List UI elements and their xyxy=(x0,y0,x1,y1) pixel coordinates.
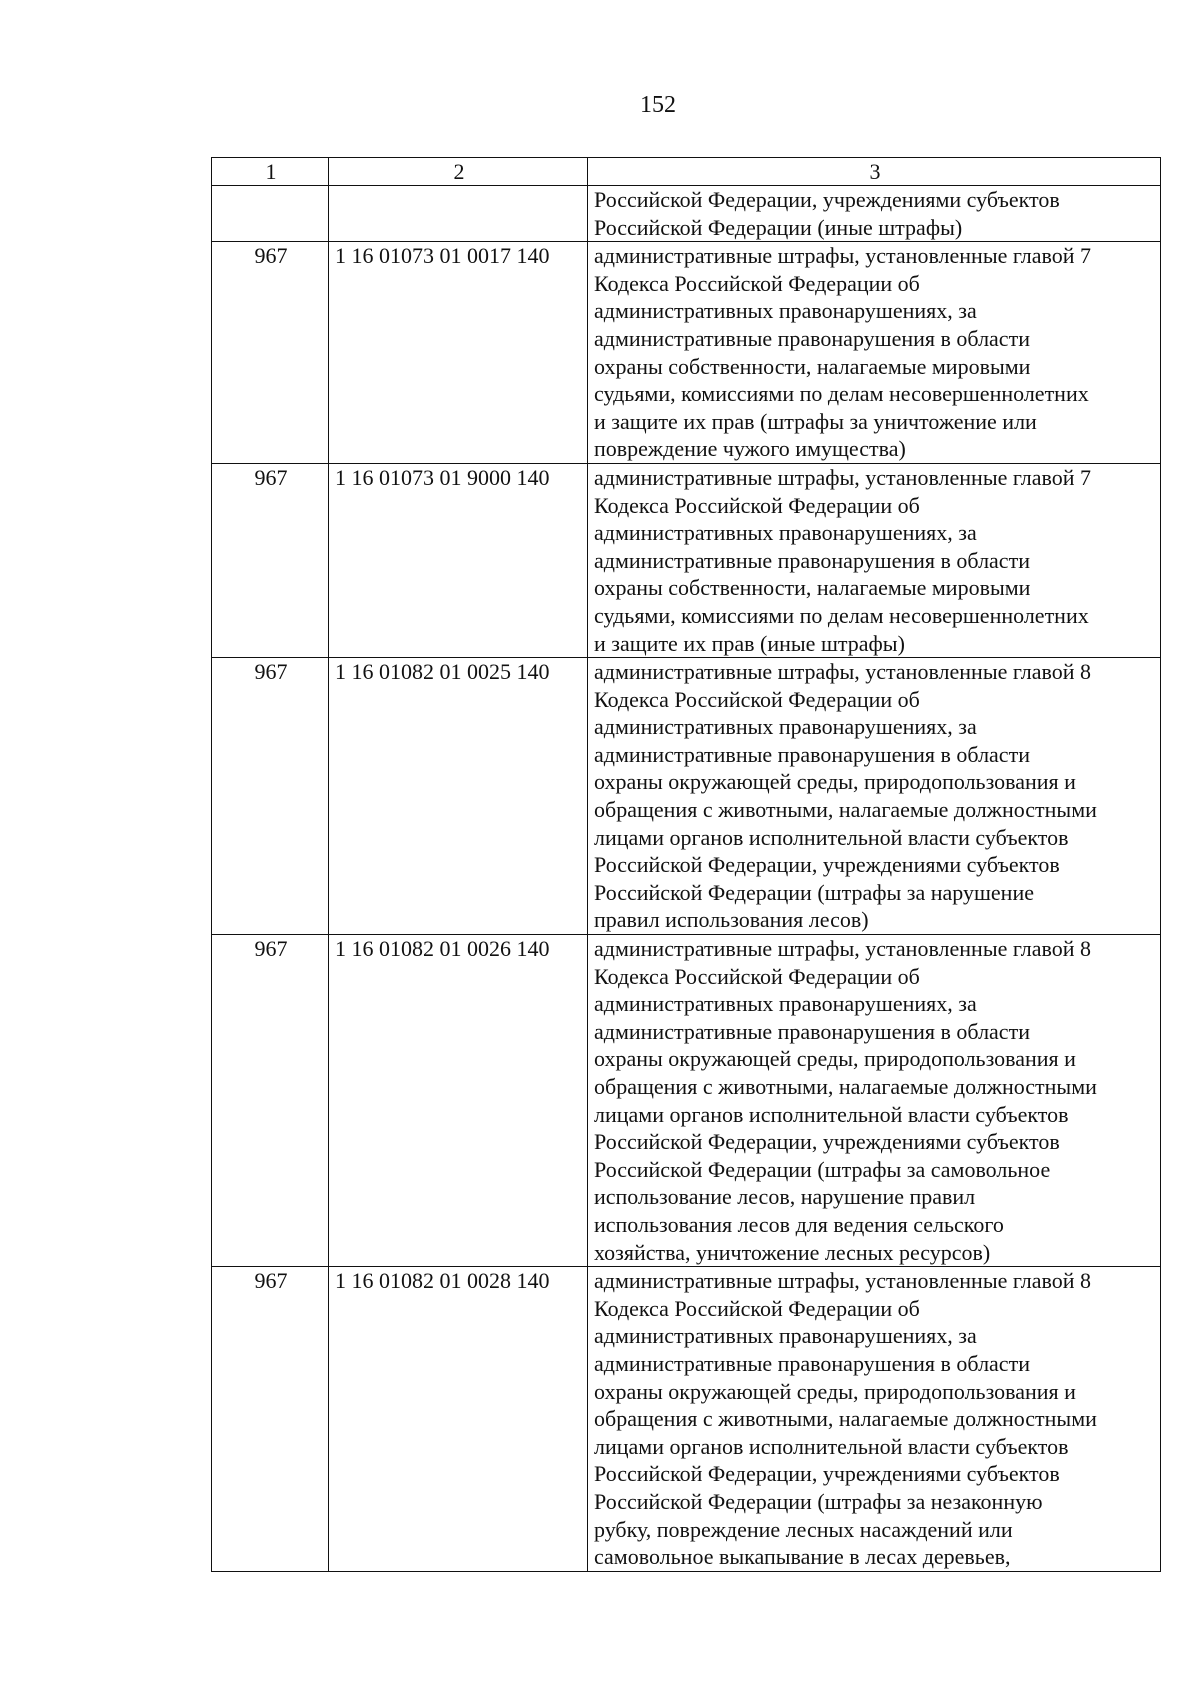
description-line: использования лесов для ведения сельского xyxy=(594,1211,1004,1237)
page-number-text: 152 xyxy=(640,92,676,118)
description-line: административные правонарушения в области xyxy=(594,547,1030,573)
description-line: повреждение чужого имущества) xyxy=(594,436,906,462)
description-line: лицами органов исполнительной власти субъектов xyxy=(594,1433,1069,1459)
description-line: административные штрафы, установленные главой 8 xyxy=(594,936,1092,962)
description-line: охраны собственности, налагаемые мировыми xyxy=(594,353,1031,379)
table-row xyxy=(212,463,1161,657)
description-line: обращения с животными, налагаемые должностными xyxy=(594,1406,1097,1432)
description-line: административные штрафы, установленные главой 7 xyxy=(594,243,1092,269)
header-col-1: 1 xyxy=(212,158,329,186)
description-line: охраны окружающей среды, природопользования и xyxy=(594,1046,1076,1072)
description-line: административных правонарушениях, за xyxy=(594,298,977,324)
description-cell xyxy=(588,186,1161,242)
table-row xyxy=(212,658,1161,935)
description-cell xyxy=(588,658,1161,935)
budget-code-cell: 1 16 01073 01 0017 140 xyxy=(329,242,588,464)
description-line: административные правонарушения в области xyxy=(594,741,1030,767)
header-row xyxy=(212,158,1161,186)
description-line: Российской Федерации, учреждениями субъектов xyxy=(594,1461,1060,1487)
description-line: административных правонарушениях, за xyxy=(594,520,977,546)
description-cell xyxy=(588,935,1161,1267)
description-line: Кодекса Российской Федерации об xyxy=(594,270,920,296)
description-line: обращения с животными, налагаемые должностными xyxy=(594,797,1097,823)
table-row xyxy=(212,1267,1161,1572)
description-line: административные штрафы, установленные главой 7 xyxy=(594,464,1092,490)
budget-code-cell xyxy=(329,186,588,242)
description-line: Российской Федерации (иные штрафы) xyxy=(594,214,963,240)
description-line: охраны окружающей среды, природопользования и xyxy=(594,769,1076,795)
description-line: Российской Федерации, учреждениями субъектов xyxy=(594,852,1060,878)
description-line: судьями, комиссиями по делам несовершеннолетних xyxy=(594,602,1089,628)
description-line: самовольное выкапывание в лесах деревьев, xyxy=(594,1544,1011,1570)
description-line: административных правонарушениях, за xyxy=(594,991,977,1017)
description-cell xyxy=(588,1267,1161,1572)
admin-code-cell: 967 xyxy=(212,658,329,935)
description-cell xyxy=(588,463,1161,657)
header-col-2: 2 xyxy=(329,158,588,186)
header-col-3: 3 xyxy=(588,158,1161,186)
description-line: хозяйства, уничтожение лесных ресурсов) xyxy=(594,1239,991,1265)
description-line: правил использования лесов) xyxy=(594,907,869,933)
description-line: Российской Федерации (штрафы за незаконную xyxy=(594,1488,1043,1514)
description-line: охраны окружающей среды, природопользования и xyxy=(594,1378,1076,1404)
admin-code-cell: 967 xyxy=(212,463,329,657)
description-line: рубку, повреждение лесных насаждений или xyxy=(594,1516,1013,1542)
description-line: Российской Федерации (штрафы за нарушение xyxy=(594,879,1034,905)
table-header xyxy=(212,158,1161,186)
description-line: Кодекса Российской Федерации об xyxy=(594,492,920,518)
description-line: Российской Федерации, учреждениями субъектов xyxy=(594,1129,1060,1155)
description-line: охраны собственности, налагаемые мировыми xyxy=(594,575,1031,601)
description-line: и защите их прав (иные штрафы) xyxy=(594,630,905,656)
description-line: административные штрафы, установленные главой 8 xyxy=(594,1268,1092,1294)
admin-code-cell: 967 xyxy=(212,935,329,1267)
description-line: и защите их прав (штрафы за уничтожение или xyxy=(594,408,1037,434)
description-line: Кодекса Российской Федерации об xyxy=(594,686,920,712)
description-line: административные правонарушения в области xyxy=(594,1018,1030,1044)
budget-code-cell: 1 16 01082 01 0025 140 xyxy=(329,658,588,935)
table-row xyxy=(212,242,1161,464)
description-line: лицами органов исполнительной власти субъектов xyxy=(594,1101,1069,1127)
description-line: административные штрафы, установленные главой 8 xyxy=(594,659,1092,685)
revenue-codes-table xyxy=(211,157,1161,1572)
description-line: обращения с животными, налагаемые должностными xyxy=(594,1074,1097,1099)
description-line: Кодекса Российской Федерации об xyxy=(594,963,920,989)
page-number xyxy=(0,92,1200,119)
description-line: использование лесов, нарушение правил xyxy=(594,1184,976,1210)
description-line: административные правонарушения в области xyxy=(594,325,1030,351)
budget-code-cell: 1 16 01082 01 0026 140 xyxy=(329,935,588,1267)
budget-code-cell: 1 16 01082 01 0028 140 xyxy=(329,1267,588,1572)
table-row xyxy=(212,186,1161,242)
table-row xyxy=(212,935,1161,1267)
description-line: Российской Федерации, учреждениями субъектов xyxy=(594,187,1060,212)
description-line: административных правонарушениях, за xyxy=(594,714,977,740)
description-line: Российской Федерации (штрафы за самовольное xyxy=(594,1156,1051,1182)
description-line: Кодекса Российской Федерации об xyxy=(594,1295,920,1321)
description-line: административные правонарушения в области xyxy=(594,1350,1030,1376)
budget-code-cell: 1 16 01073 01 9000 140 xyxy=(329,463,588,657)
description-line: судьями, комиссиями по делам несовершеннолетних xyxy=(594,381,1089,407)
description-line: лицами органов исполнительной власти субъектов xyxy=(594,824,1069,850)
admin-code-cell: 967 xyxy=(212,1267,329,1572)
admin-code-cell xyxy=(212,186,329,242)
description-line: административных правонарушениях, за xyxy=(594,1323,977,1349)
table-body xyxy=(212,186,1161,1572)
description-cell xyxy=(588,242,1161,464)
admin-code-cell: 967 xyxy=(212,242,329,464)
